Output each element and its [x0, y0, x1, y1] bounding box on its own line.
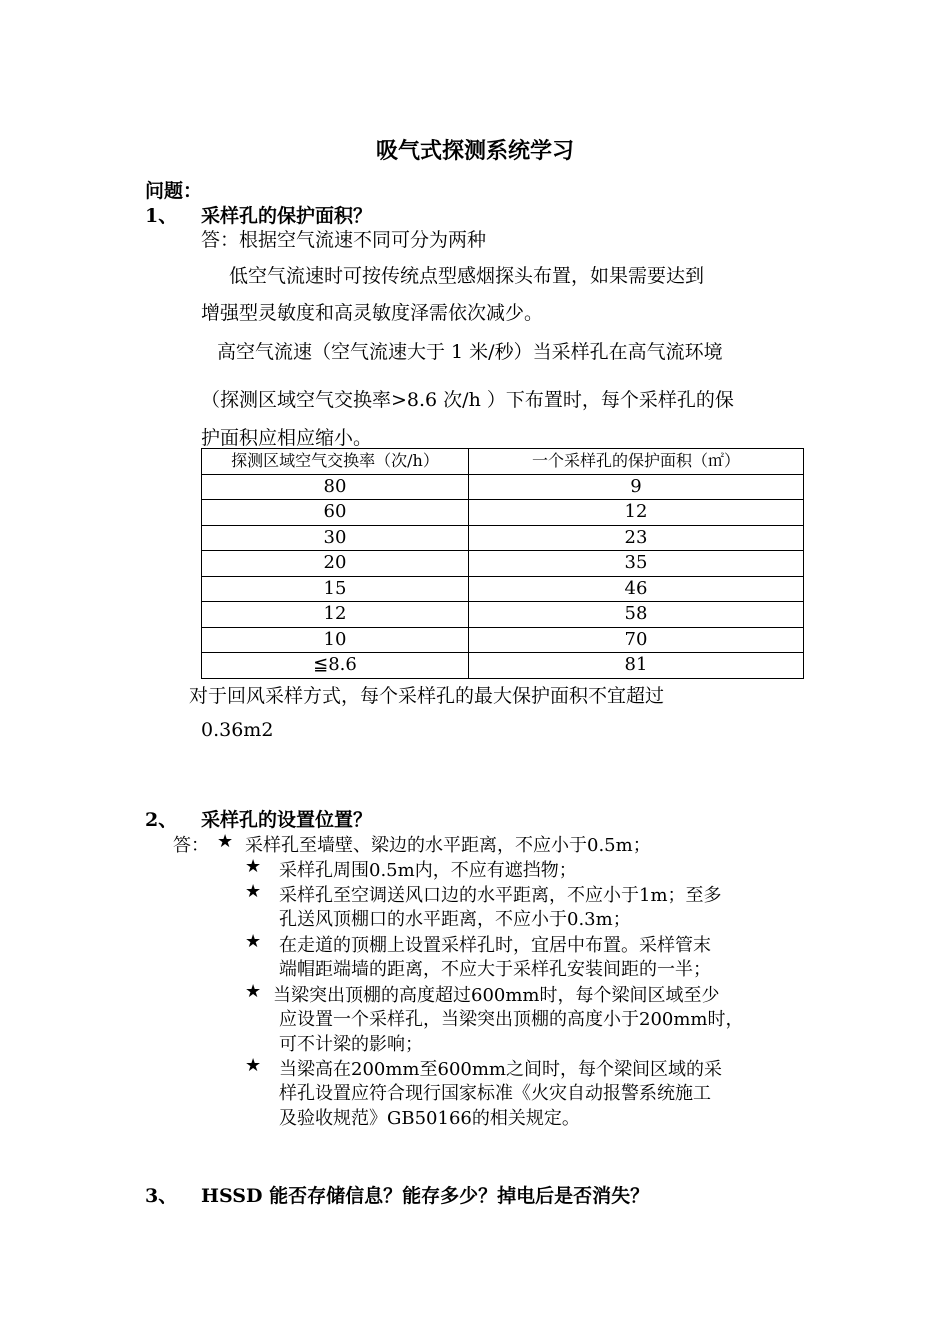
- q1-high-flow-line-1: 高空气流速（空气流速大于 1 米/秒）当采样孔在高气流环境: [217, 341, 723, 363]
- star-icon: ★: [245, 931, 262, 952]
- q1-high-flow-line-2: （探测区域空气交换率>8.6 次/h ）下布置时，每个采样孔的保: [201, 389, 734, 411]
- table-row: [202, 500, 804, 526]
- q2-item-line: 应设置一个采样孔，当梁突出顶棚的高度小于200mm时，: [279, 1009, 744, 1030]
- q2-item-line: 采样孔至空调送风口边的水平距离，不应小于1m；至多: [279, 885, 722, 906]
- table-cell: 35: [469, 551, 804, 577]
- q2-item-line: 孔送风顶棚口的水平距离，不应小于0.3m；: [279, 909, 631, 930]
- q1-answer-intro: 答：根据空气流速不同可分为两种: [201, 229, 487, 251]
- star-icon: ★: [245, 881, 262, 902]
- table-cell: 23: [469, 525, 804, 551]
- table-row: [202, 602, 804, 628]
- star-icon: ★: [245, 856, 262, 877]
- q2-item-line: 采样孔周围0.5m内，不应有遮挡物；: [279, 860, 577, 881]
- q1-number: 1、: [145, 205, 178, 227]
- table-header-row: [202, 449, 804, 475]
- q2-item-line: 及验收规范》GB50166的相关规定。: [279, 1108, 580, 1129]
- q2-item-line: 可不计梁的影响；: [279, 1034, 423, 1055]
- table-cell: 46: [469, 576, 804, 602]
- q2-item-line: 在走道的顶棚上设置采样孔时，宜居中布置。采样管末: [279, 935, 711, 956]
- questions-label: 问题：: [145, 180, 203, 202]
- table-cell: 81: [469, 653, 804, 679]
- table-row: [202, 474, 804, 500]
- table-cell: 30: [202, 525, 469, 551]
- q2-item-line: 端帽距端墙的距离，不应大于采样孔安装间距的一半；: [279, 959, 711, 980]
- q1-return-air-line-2: 0.36m2: [201, 719, 274, 741]
- table-row: [202, 576, 804, 602]
- q2-item-line: 当梁突出顶棚的高度超过600mm时，每个梁间区域至少: [273, 985, 720, 1006]
- table-cell: 10: [202, 627, 469, 653]
- star-icon: ★: [245, 1055, 262, 1076]
- table-cell: 70: [469, 627, 804, 653]
- table-cell: 60: [202, 500, 469, 526]
- table-row: [202, 627, 804, 653]
- q1-low-flow-line-2: 增强型灵敏度和高灵敏度泽需依次减少。: [201, 302, 544, 324]
- q1-high-flow-line-3: 护面积应相应缩小。: [201, 427, 373, 449]
- table-cell: 80: [202, 474, 469, 500]
- page-title: 吸气式探测系统学习: [375, 138, 574, 164]
- protection-area-table: [201, 448, 804, 679]
- table-cell: 12: [202, 602, 469, 628]
- table-header-cell: 探测区域空气交换率（次/h）: [202, 449, 469, 475]
- table-row: [202, 653, 804, 679]
- table-cell: 20: [202, 551, 469, 577]
- q2-answer-label: 答：: [173, 835, 209, 856]
- table-row: [202, 525, 804, 551]
- table-row: [202, 551, 804, 577]
- q3-title: HSSD 能否存储信息？能存多少？掉电后是否消失？: [201, 1185, 650, 1207]
- table-cell: 15: [202, 576, 469, 602]
- star-icon: ★: [245, 981, 262, 1002]
- q2-item-line: 采样孔至墙壁、梁边的水平距离，不应小于0.5m；: [245, 835, 651, 856]
- q1-title: 采样孔的保护面积？: [201, 205, 373, 227]
- table-cell: 9: [469, 474, 804, 500]
- q2-number: 2、: [145, 809, 178, 831]
- q1-return-air-line-1: 对于回风采样方式，每个采样孔的最大保护面积不宜超过: [189, 685, 665, 707]
- table-header-cell: 一个采样孔的保护面积（㎡）: [469, 449, 804, 475]
- star-icon: ★: [217, 831, 234, 852]
- q3-number: 3、: [145, 1185, 178, 1207]
- table-cell: 12: [469, 500, 804, 526]
- q2-title: 采样孔的设置位置？: [201, 809, 373, 831]
- q2-item-line: 样孔设置应符合现行国家标准《火灾自动报警系统施工: [279, 1083, 711, 1104]
- table-cell: 58: [469, 602, 804, 628]
- table-cell: ≦8.6: [202, 653, 469, 679]
- q2-item-line: 当梁高在200mm至600mm之间时，每个梁间区域的采: [279, 1059, 722, 1080]
- q1-low-flow-line-1: 低空气流速时可按传统点型感烟探头布置，如果需要达到: [229, 265, 705, 287]
